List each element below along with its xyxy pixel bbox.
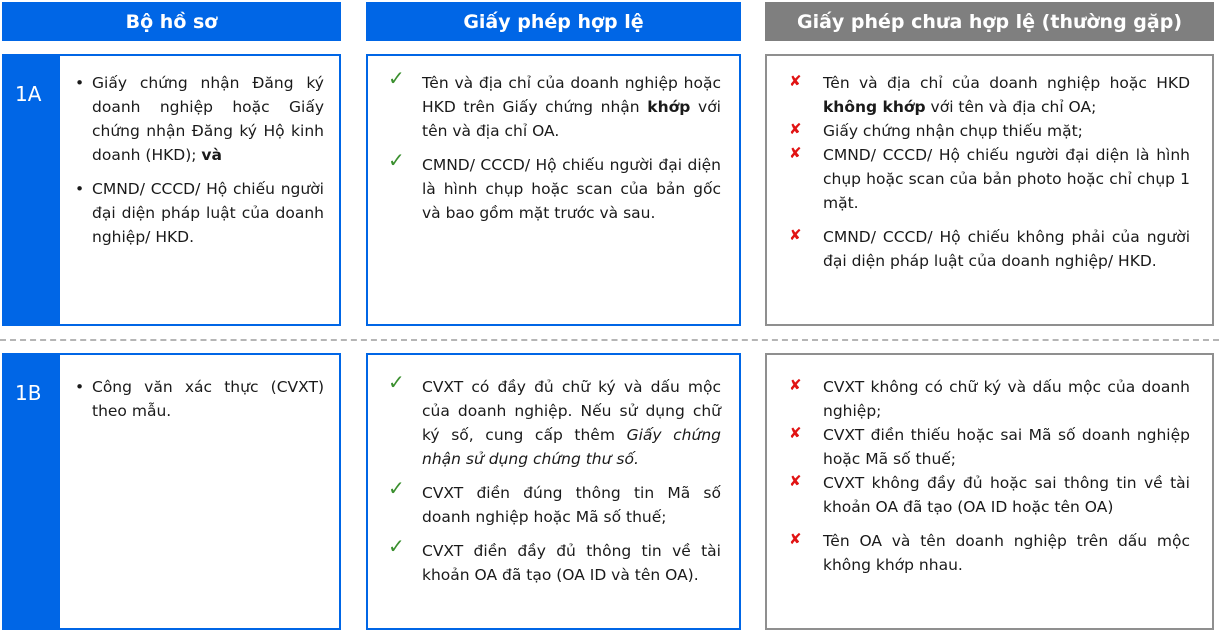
row-1a-valid-1-post: với tên và địa chỉ OA. xyxy=(422,98,721,140)
row-1a-doc-1: Giấy chứng nhận Đăng ký doanh nghiệp hoặc Giấy chứng nhận Đăng ký Hộ kinh doanh (HKD); xyxy=(92,74,324,164)
row-1a-invalid-3: CMND/ CCCD/ Hộ chiếu người đại diện là hình chụp hoặc scan của bản photo hoặc chỉ chụp 1 mặt. xyxy=(823,146,1190,212)
bullet-icon: • xyxy=(75,378,85,396)
row-1a-invalid-1-bold: không khớp xyxy=(823,98,926,116)
cross-icon: ✘ xyxy=(789,424,802,442)
list-item xyxy=(388,534,721,587)
check-icon: ✓ xyxy=(388,476,405,500)
row-1a-docs-cell xyxy=(2,54,341,326)
row-1a-invalid-cell xyxy=(765,54,1214,326)
cross-icon: ✘ xyxy=(789,120,802,138)
cross-icon: ✘ xyxy=(789,472,802,490)
row-1b-invalid-1: CVXT không có chữ ký và dấu mộc của doanh nghiệp; xyxy=(823,378,1190,420)
row-1b-valid-list xyxy=(388,370,721,587)
row-1a-docs-list xyxy=(62,71,324,259)
row-1a-invalid-list xyxy=(789,71,1190,273)
header-hop-le xyxy=(366,2,741,41)
cross-icon: ✘ xyxy=(789,226,802,244)
row-1b-invalid-list xyxy=(789,375,1190,577)
row-1b-valid-1-pre: CVXT có đầy đủ chữ ký và dấu mộc của doanh nghiệp. Nếu sử dụng chữ ký số, cung cấp thêm xyxy=(422,378,721,444)
row-1a-invalid-1-post: với tên và địa chỉ OA; xyxy=(930,98,1097,116)
row-1b-valid-cell xyxy=(366,353,741,630)
row-1a-id: 1A xyxy=(4,56,60,324)
row-1b-doc-1: Công văn xác thực (CVXT) theo mẫu. xyxy=(92,378,324,420)
row-1a-doc-2: CMND/ CCCD/ Hộ chiếu người đại diện pháp luật của doanh nghiệp/ HKD. xyxy=(92,180,324,246)
row-separator xyxy=(0,339,1219,341)
row-1a-valid-cell xyxy=(366,54,741,326)
list-item xyxy=(789,71,1190,119)
check-icon: ✓ xyxy=(388,66,405,90)
cross-icon: ✘ xyxy=(789,530,802,548)
row-1a-invalid-2: Giấy chứng nhận chụp thiếu mặt; xyxy=(823,122,1083,140)
row-1b-valid-1-italic: Giấy chứng nhận sử dụng chứng thư số. xyxy=(422,426,721,468)
list-item xyxy=(388,370,721,471)
row-1a-valid-2: CMND/ CCCD/ Hộ chiếu người đại diện là hình chụp hoặc scan của bản gốc và bao gồm mặt trước và sau. xyxy=(422,156,721,222)
row-1a-valid-1-bold: khớp xyxy=(647,98,691,116)
list-item xyxy=(62,375,324,423)
list-item xyxy=(388,148,721,225)
row-1a-invalid-1-pre: Tên và địa chỉ của doanh nghiệp hoặc HKD xyxy=(823,74,1190,92)
cross-icon: ✘ xyxy=(789,376,802,394)
list-item xyxy=(789,529,1190,577)
check-icon: ✓ xyxy=(388,534,405,558)
row-1b-invalid-4: Tên OA và tên doanh nghiệp trên dấu mộc không khớp nhau. xyxy=(823,532,1190,574)
row-1b-id: 1B xyxy=(4,355,60,628)
cross-icon: ✘ xyxy=(789,144,802,162)
list-item xyxy=(62,71,324,167)
check-icon: ✓ xyxy=(388,148,405,172)
row-1b-invalid-3: CVXT không đầy đủ hoặc sai thông tin về tài khoản OA đã tạo (OA ID hoặc tên OA) xyxy=(823,474,1190,516)
row-1b-invalid-2: CVXT điền thiếu hoặc sai Mã số doanh nghiệp hoặc Mã số thuế; xyxy=(823,426,1190,468)
header-chua-hop-le-label: Giấy phép chưa hợp lệ (thường gặp) xyxy=(796,10,1183,33)
row-1a-invalid-4: CMND/ CCCD/ Hộ chiếu không phải của người đại diện pháp luật của doanh nghiệp/ HKD. xyxy=(823,228,1190,270)
header-hop-le-label: Giấy phép hợp lệ xyxy=(463,10,644,33)
header-chua-hop-le xyxy=(765,2,1214,41)
row-1a-valid-1-pre: Tên và địa chỉ của doanh nghiệp hoặc HKD trên Giấy chứng nhận xyxy=(422,74,721,116)
row-1b-valid-2: CVXT điền đúng thông tin Mã số doanh nghiệp hoặc Mã số thuế; xyxy=(422,484,721,526)
list-item xyxy=(789,423,1190,471)
bullet-icon: • xyxy=(75,180,85,198)
header-ho-so xyxy=(2,2,341,41)
list-item xyxy=(789,375,1190,423)
list-item xyxy=(62,177,324,249)
list-item xyxy=(388,66,721,143)
row-1b-docs-list xyxy=(62,375,324,433)
row-1b-docs-cell xyxy=(2,353,341,630)
bullet-icon: • xyxy=(75,74,85,92)
row-1a-doc-1-bold: và xyxy=(201,146,222,164)
list-item xyxy=(789,225,1190,273)
header-ho-so-label: Bộ hồ sơ xyxy=(125,10,218,33)
list-item xyxy=(789,471,1190,519)
list-item xyxy=(388,476,721,529)
row-1a-valid-list xyxy=(388,66,721,225)
check-icon: ✓ xyxy=(388,370,405,394)
row-1b-invalid-cell xyxy=(765,353,1214,630)
list-item xyxy=(789,143,1190,215)
cross-icon: ✘ xyxy=(789,72,802,90)
list-item xyxy=(789,119,1190,143)
row-1b-valid-3: CVXT điền đầy đủ thông tin về tài khoản OA đã tạo (OA ID và tên OA). xyxy=(422,542,721,584)
